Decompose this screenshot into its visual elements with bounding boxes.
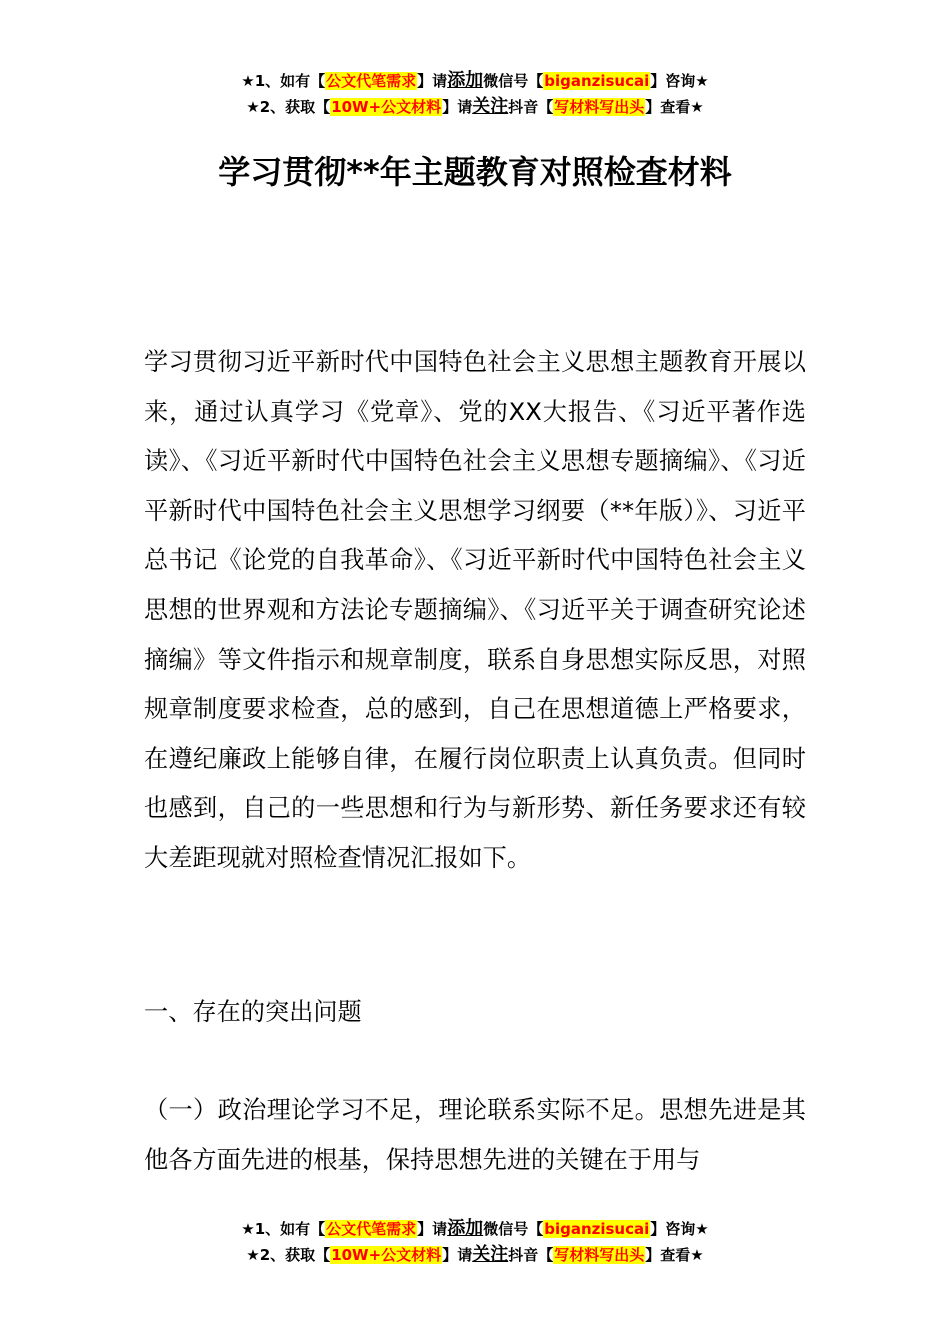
- banner-text: 1、如有【: [254, 1220, 326, 1238]
- star-icon: ★: [241, 72, 255, 90]
- highlight-douyin-id: 写材料写出头: [554, 98, 645, 116]
- banner-text: 2、获取【: [259, 1246, 331, 1264]
- emphasis-add: 添加: [447, 1218, 484, 1239]
- highlight-douyin-id: 写材料写出头: [554, 1246, 645, 1264]
- star-icon: ★: [241, 1220, 255, 1238]
- banner-text: 2、获取【: [259, 98, 331, 116]
- emphasis-follow: 关注: [472, 1244, 509, 1265]
- banner-text: 微信号【: [483, 72, 544, 90]
- star-icon: ★: [695, 72, 709, 90]
- intro-paragraph: 学习贯彻习近平新时代中国特色社会主义思想主题教育开展以来，通过认真学习《党章》、党的XX大报告、《习近平著作选读》、《习近平新时代中国特色社会主义思想专题摘编》、《习近平新时代中国特色社会主义思想学习纲要（**年版）》、习近平总书记《论党的自我革命》、《习近平新时代中国特色社会主义思想的世界观和方法论专题摘编》、《习近平关于调查研究论述摘编》等文件指示和规章制度，联系自身思想实际反思，对照规章制度要求检查，总的感到，自己在思想道德上严格要求，在遵纪廉政上能够自律，在履行岗位职责上认真负责。但同时也感到，自己的一些思想和行为与新形势、新任务要求还有较大差距现就对照检查情况汇报如下。: [144, 348, 806, 872]
- footer-banner: [0, 1216, 950, 1268]
- banner-text: 】请: [442, 98, 473, 116]
- star-icon: ★: [246, 98, 260, 116]
- banner-text: 】咨询: [650, 1220, 696, 1238]
- emphasis-follow: 关注: [472, 96, 509, 117]
- highlight-wechat-id: biganzisucai: [544, 72, 650, 90]
- emphasis-add: 添加: [447, 70, 484, 91]
- banner-text: 】查看: [645, 1246, 691, 1264]
- highlight-service: 公文代笔需求: [326, 1220, 417, 1238]
- section-heading: 一、存在的突出问题: [144, 998, 362, 1026]
- banner-text: 】请: [417, 1220, 448, 1238]
- document-title: 学习贯彻**年主题教育对照检查材料: [218, 153, 732, 191]
- highlight-materials: 10W+公文材料: [331, 98, 442, 116]
- banner-text: 抖音【: [508, 1246, 554, 1264]
- banner-text: 】请: [442, 1246, 473, 1264]
- banner-line-2: [0, 94, 950, 120]
- section-paragraph: （一）政治理论学习不足，理论联系实际不足。思想先进是其他各方面先进的根基，保持思想先进的关键在于用与: [144, 1096, 806, 1174]
- banner-text: 】请: [417, 72, 448, 90]
- star-icon: ★: [690, 98, 704, 116]
- highlight-wechat-id: biganzisucai: [544, 1220, 650, 1238]
- star-icon: ★: [695, 1220, 709, 1238]
- highlight-service: 公文代笔需求: [326, 72, 417, 90]
- banner-line-1: [0, 1216, 950, 1242]
- header-banner: [0, 68, 950, 120]
- banner-line-1: [0, 68, 950, 94]
- banner-text: 】查看: [645, 98, 691, 116]
- banner-text: 1、如有【: [254, 72, 326, 90]
- banner-text: 】咨询: [650, 72, 696, 90]
- star-icon: ★: [246, 1246, 260, 1264]
- highlight-materials: 10W+公文材料: [331, 1246, 442, 1264]
- banner-line-2: [0, 1242, 950, 1268]
- star-icon: ★: [690, 1246, 704, 1264]
- banner-text: 抖音【: [508, 98, 554, 116]
- banner-text: 微信号【: [483, 1220, 544, 1238]
